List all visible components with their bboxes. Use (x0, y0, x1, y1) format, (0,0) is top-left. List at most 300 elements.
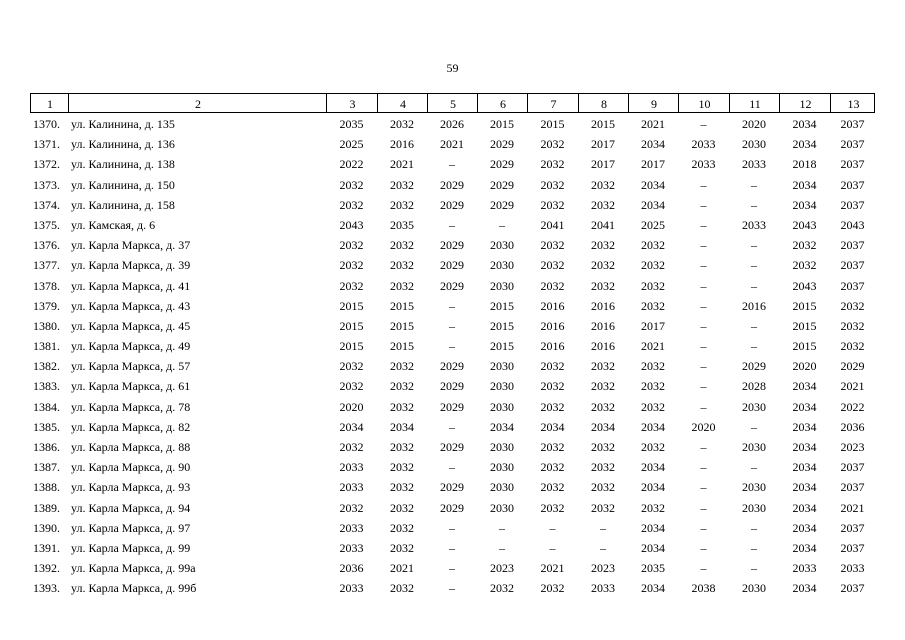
cell-col-3: 2032 (339, 197, 364, 212)
cell-col-13: 2037 (840, 238, 865, 253)
column-separator (578, 94, 579, 112)
cell-col-9: 2025 (641, 217, 665, 232)
cell-col-13: 2037 (840, 581, 865, 596)
cell-col-11: – (751, 520, 757, 535)
cell-col-6: 2023 (490, 561, 514, 576)
cell-col-12: 2043 (792, 278, 817, 293)
row-number: 1391. (33, 540, 60, 555)
cell-col-9: 2034 (641, 197, 665, 212)
cell-col-4: 2032 (390, 197, 414, 212)
column-separator (779, 94, 780, 112)
cell-col-8: 2033 (591, 581, 615, 596)
cell-col-4: 2015 (390, 298, 414, 313)
row-address: ул. Карла Маркса, д. 99а (71, 561, 196, 576)
cell-col-12: 2034 (792, 581, 817, 596)
cell-col-9: 2021 (641, 339, 665, 354)
cell-col-5: 2029 (440, 500, 464, 515)
row-number: 1375. (33, 217, 60, 232)
cell-col-13: 2032 (840, 318, 865, 333)
cell-col-3: 2032 (339, 238, 364, 253)
cell-col-9: 2032 (641, 359, 665, 374)
cell-col-10: – (700, 460, 707, 475)
cell-col-3: 2032 (339, 379, 364, 394)
cell-col-12: 2015 (792, 298, 817, 313)
cell-col-3: 2015 (339, 318, 364, 333)
cell-col-4: 2032 (390, 480, 414, 495)
cell-col-6: 2032 (490, 581, 514, 596)
cell-col-5: 2029 (440, 480, 464, 495)
table-row (30, 315, 875, 335)
cell-col-13: 2037 (840, 480, 865, 495)
cell-col-10: 2020 (691, 419, 716, 434)
table-row (30, 497, 875, 517)
cell-col-9: 2032 (641, 399, 665, 414)
column-separator (628, 94, 629, 112)
row-address: ул. Калинина, д. 150 (71, 177, 175, 192)
cell-col-11: 2033 (742, 157, 766, 172)
table-row (30, 537, 875, 557)
cell-col-12: 2034 (792, 540, 817, 555)
cell-col-5: 2029 (440, 258, 464, 273)
row-address: ул. Калинина, д. 138 (71, 157, 175, 172)
cell-col-6: 2015 (490, 318, 514, 333)
cell-col-9: 2034 (641, 177, 665, 192)
column-header-3: 3 (349, 97, 356, 111)
cell-col-5: 2029 (440, 379, 464, 394)
cell-col-10: – (700, 399, 707, 414)
cell-col-6: 2030 (490, 480, 514, 495)
column-header-12: 12 (799, 97, 812, 111)
row-number: 1389. (33, 500, 60, 515)
cell-col-7: 2032 (540, 278, 565, 293)
cell-col-12: 2033 (792, 561, 817, 576)
cell-col-11: 2030 (742, 399, 766, 414)
cell-col-6: 2030 (490, 460, 514, 475)
cell-col-13: 2021 (840, 379, 865, 394)
cell-col-9: 2032 (641, 298, 665, 313)
cell-col-3: 2032 (339, 177, 364, 192)
cell-col-5: – (449, 298, 455, 313)
table-row (30, 416, 875, 436)
cell-col-9: 2017 (641, 318, 665, 333)
cell-col-8: 2032 (591, 359, 615, 374)
cell-col-10: – (700, 238, 707, 253)
cell-col-8: 2017 (591, 137, 615, 152)
cell-col-5: 2026 (440, 117, 464, 131)
cell-col-13: 2032 (840, 298, 865, 313)
cell-col-8: 2032 (591, 480, 615, 495)
cell-col-7: 2016 (540, 298, 565, 313)
row-number: 1388. (33, 480, 60, 495)
cell-col-10: – (700, 379, 707, 394)
cell-col-4: 2032 (390, 117, 414, 131)
cell-col-6: 2029 (490, 137, 514, 152)
cell-col-12: 2034 (792, 177, 817, 192)
cell-col-6: 2030 (490, 278, 514, 293)
cell-col-7: 2032 (540, 440, 565, 454)
cell-col-9: 2032 (641, 379, 665, 394)
cell-col-11: 2029 (742, 359, 766, 374)
cell-col-7: 2041 (540, 217, 565, 232)
cell-col-9: 2032 (641, 258, 665, 273)
cell-col-8: 2032 (591, 440, 615, 454)
cell-col-7: 2032 (540, 480, 565, 495)
column-separator (377, 94, 378, 112)
row-number: 1380. (33, 318, 60, 333)
cell-col-4: 2032 (390, 359, 414, 374)
cell-col-8: 2041 (591, 217, 615, 232)
cell-col-7: – (549, 520, 556, 535)
cell-col-11: 2028 (742, 379, 766, 394)
cell-col-5: – (449, 217, 455, 232)
cell-col-9: 2034 (641, 137, 665, 152)
cell-col-12: 2034 (792, 197, 817, 212)
cell-col-5: – (449, 520, 455, 535)
cell-col-6: 2030 (490, 258, 514, 273)
column-header-1: 1 (47, 97, 53, 111)
cell-col-3: 2015 (339, 298, 364, 313)
cell-col-10: – (700, 278, 707, 293)
row-address: ул. Камская, д. 6 (71, 217, 156, 232)
cell-col-10: – (700, 318, 707, 333)
table-row (30, 153, 875, 173)
cell-col-4: 2032 (390, 258, 414, 273)
cell-col-3: 2025 (339, 137, 364, 152)
row-number: 1378. (33, 278, 60, 293)
column-header-4: 4 (400, 97, 406, 111)
cell-col-7: 2032 (540, 500, 565, 515)
cell-col-3: 2032 (339, 500, 364, 515)
column-header-2: 2 (195, 97, 201, 111)
row-number: 1387. (33, 460, 60, 475)
cell-col-6: 2030 (490, 500, 514, 515)
column-separator (729, 94, 730, 112)
cell-col-12: 2015 (792, 339, 817, 354)
table-row (30, 174, 875, 194)
cell-col-4: 2016 (390, 137, 414, 152)
cell-col-11: – (751, 339, 757, 354)
cell-col-12: 2020 (792, 359, 817, 374)
cell-col-3: 2032 (339, 278, 364, 293)
cell-col-3: 2033 (339, 480, 364, 495)
table-row (30, 517, 875, 537)
cell-col-10: – (700, 480, 707, 495)
cell-col-11: 2020 (742, 117, 766, 131)
cell-col-6: 2029 (490, 177, 514, 192)
row-number: 1393. (33, 581, 60, 596)
column-separator (68, 94, 69, 112)
cell-col-10: – (700, 359, 707, 374)
cell-col-11: – (751, 278, 757, 293)
cell-col-12: 2034 (792, 379, 817, 394)
cell-col-5: – (449, 157, 455, 172)
cell-col-11: – (751, 561, 757, 576)
cell-col-8: 2016 (591, 339, 615, 354)
cell-col-11: – (751, 197, 757, 212)
cell-col-13: 2036 (840, 419, 865, 434)
cell-col-8: 2032 (591, 258, 615, 273)
cell-col-3: 2032 (339, 359, 364, 374)
row-address: ул. Карла Маркса, д. 41 (71, 278, 191, 293)
cell-col-7: 2032 (540, 157, 565, 172)
cell-col-9: 2034 (641, 480, 665, 495)
cell-col-5: – (449, 318, 455, 333)
cell-col-9: 2034 (641, 520, 665, 535)
cell-col-9: 2017 (641, 157, 665, 172)
cell-col-12: 2034 (792, 117, 817, 131)
cell-col-6: 2034 (490, 419, 514, 434)
cell-col-9: 2034 (641, 581, 665, 596)
cell-col-11: – (751, 238, 757, 253)
cell-col-4: 2015 (390, 318, 414, 333)
cell-col-11: – (751, 460, 757, 475)
table-row (30, 375, 875, 395)
row-address: ул. Карла Маркса, д. 99б (71, 581, 197, 596)
cell-col-3: 2032 (339, 440, 364, 454)
row-address: ул. Карла Маркса, д. 82 (71, 419, 191, 434)
cell-col-4: 2021 (390, 561, 414, 576)
cell-col-4: 2032 (390, 520, 414, 535)
cell-col-13: 2037 (840, 520, 865, 535)
cell-col-11: 2030 (742, 581, 766, 596)
cell-col-11: 2030 (742, 500, 766, 515)
cell-col-6: 2029 (490, 197, 514, 212)
row-number: 1392. (33, 561, 60, 576)
cell-col-3: 2035 (339, 117, 364, 131)
cell-col-13: 2037 (840, 177, 865, 192)
cell-col-8: 2016 (591, 298, 615, 313)
row-address: ул. Карла Маркса, д. 94 (71, 500, 191, 515)
cell-col-8: 2015 (591, 117, 615, 131)
column-header-13: 13 (847, 97, 860, 111)
cell-col-13: 2021 (840, 500, 865, 515)
column-separator (427, 94, 428, 112)
cell-col-4: 2021 (390, 157, 414, 172)
cell-col-5: 2029 (440, 177, 464, 192)
data-table (30, 93, 875, 598)
cell-col-6: 2015 (490, 339, 514, 354)
cell-col-10: – (700, 500, 707, 515)
cell-col-11: – (751, 540, 757, 555)
cell-col-13: 2037 (840, 197, 865, 212)
cell-col-7: 2032 (540, 137, 565, 152)
cell-col-11: – (751, 318, 757, 333)
cell-col-12: 2034 (792, 440, 817, 454)
column-header-6: 6 (500, 97, 506, 111)
cell-col-3: 2034 (339, 419, 364, 434)
cell-col-6: 2029 (490, 157, 514, 172)
cell-col-4: 2032 (390, 540, 414, 555)
row-address: ул. Калинина, д. 136 (71, 137, 175, 152)
cell-col-9: 2032 (641, 238, 665, 253)
cell-col-4: 2015 (390, 339, 414, 354)
cell-col-7: 2032 (540, 258, 565, 273)
cell-col-12: 2034 (792, 500, 817, 515)
row-address: ул. Карла Маркса, д. 97 (71, 520, 191, 535)
cell-col-12: 2043 (792, 217, 817, 232)
cell-col-12: 2015 (792, 318, 817, 333)
row-address: ул. Карла Маркса, д. 45 (71, 318, 191, 333)
cell-col-13: 2023 (840, 440, 865, 454)
cell-col-7: 2016 (540, 318, 565, 333)
column-header-8: 8 (601, 97, 607, 111)
cell-col-6: 2030 (490, 359, 514, 374)
cell-col-6: 2030 (490, 238, 514, 253)
cell-col-9: 2032 (641, 278, 665, 293)
cell-col-7: 2032 (540, 379, 565, 394)
cell-col-11: 2033 (742, 217, 766, 232)
cell-col-8: 2017 (591, 157, 615, 172)
cell-col-11: 2030 (742, 440, 766, 454)
cell-col-6: – (499, 520, 505, 535)
cell-col-9: 2034 (641, 460, 665, 475)
cell-col-10: 2033 (691, 157, 716, 172)
cell-col-4: 2032 (390, 379, 414, 394)
cell-col-12: 2034 (792, 480, 817, 495)
table-row (30, 133, 875, 153)
table-row (30, 577, 875, 597)
cell-col-4: 2032 (390, 581, 414, 596)
row-number: 1370. (33, 117, 60, 131)
table-body (30, 113, 875, 598)
cell-col-4: 2032 (390, 177, 414, 192)
cell-col-3: 2015 (339, 339, 364, 354)
cell-col-10: 2038 (691, 581, 716, 596)
row-address: ул. Карла Маркса, д. 43 (71, 298, 191, 313)
cell-col-13: 2037 (840, 258, 865, 273)
row-address: ул. Карла Маркса, д. 57 (71, 359, 191, 374)
cell-col-5: – (449, 460, 455, 475)
cell-col-6: 2030 (490, 399, 514, 414)
column-separator (678, 94, 679, 112)
cell-col-13: 2032 (840, 339, 865, 354)
cell-col-5: 2029 (440, 399, 464, 414)
cell-col-4: 2032 (390, 278, 414, 293)
cell-col-11: 2016 (742, 298, 766, 313)
cell-col-7: 2032 (540, 460, 565, 475)
row-number: 1372. (33, 157, 60, 172)
row-address: ул. Калинина, д. 158 (71, 197, 175, 212)
row-address: ул. Карла Маркса, д. 90 (71, 460, 191, 475)
row-address: ул. Карла Маркса, д. 99 (71, 540, 191, 555)
row-address: ул. Карла Маркса, д. 37 (71, 238, 191, 253)
column-header-7: 7 (550, 97, 557, 111)
table-row (30, 194, 875, 214)
cell-col-10: – (700, 117, 707, 131)
cell-col-13: 2037 (840, 137, 865, 152)
cell-col-8: 2032 (591, 177, 615, 192)
cell-col-6: – (499, 540, 505, 555)
cell-col-6: – (499, 217, 505, 232)
cell-col-7: 2032 (540, 177, 565, 192)
cell-col-7: 2016 (540, 339, 565, 354)
cell-col-10: – (700, 217, 707, 232)
cell-col-5: – (449, 339, 455, 354)
column-header-10: 10 (698, 97, 711, 111)
table-row (30, 275, 875, 295)
table-row (30, 254, 875, 274)
cell-col-12: 2034 (792, 460, 817, 475)
cell-col-7: 2021 (540, 561, 565, 576)
cell-col-10: – (700, 520, 707, 535)
cell-col-3: 2022 (339, 157, 364, 172)
cell-col-8: – (600, 520, 606, 535)
column-separator (477, 94, 478, 112)
cell-col-12: 2018 (792, 157, 817, 172)
row-number: 1383. (33, 379, 60, 394)
cell-col-4: 2034 (390, 419, 414, 434)
cell-col-13: 2029 (840, 359, 865, 374)
cell-col-9: 2032 (641, 440, 665, 454)
cell-col-13: 2033 (840, 561, 865, 576)
table-row (30, 355, 875, 375)
cell-col-4: 2032 (390, 500, 414, 515)
cell-col-8: 2032 (591, 379, 615, 394)
cell-col-8: – (600, 540, 606, 555)
table-row (30, 476, 875, 496)
row-address: ул. Карла Маркса, д. 61 (71, 379, 191, 394)
cell-col-10: – (700, 561, 707, 576)
cell-col-12: 2032 (792, 258, 817, 273)
row-address: ул. Калинина, д. 135 (71, 117, 175, 131)
row-address: ул. Карла Маркса, д. 93 (71, 480, 191, 495)
cell-col-8: 2023 (591, 561, 615, 576)
row-number: 1390. (33, 520, 60, 535)
cell-col-5: 2021 (440, 137, 464, 152)
row-number: 1384. (33, 399, 60, 414)
cell-col-10: – (700, 298, 707, 313)
cell-col-10: – (700, 440, 707, 454)
cell-col-5: 2029 (440, 359, 464, 374)
column-separator (830, 94, 831, 112)
cell-col-3: 2033 (339, 540, 364, 555)
column-header-9: 9 (651, 97, 657, 111)
row-address: ул. Карла Маркса, д. 39 (71, 258, 191, 273)
cell-col-10: – (700, 339, 707, 354)
cell-col-4: 2035 (390, 217, 414, 232)
cell-col-7: – (549, 540, 556, 555)
table-row (30, 557, 875, 577)
row-number: 1373. (33, 177, 60, 192)
cell-col-9: 2034 (641, 419, 665, 434)
cell-col-8: 2032 (591, 460, 615, 475)
cell-col-7: 2034 (540, 419, 565, 434)
cell-col-4: 2032 (390, 460, 414, 475)
cell-col-4: 2032 (390, 440, 414, 454)
row-number: 1382. (33, 359, 60, 374)
row-number: 1379. (33, 298, 60, 313)
cell-col-3: 2033 (339, 520, 364, 535)
row-number: 1371. (33, 137, 60, 152)
cell-col-7: 2032 (540, 197, 565, 212)
cell-col-7: 2032 (540, 238, 565, 253)
cell-col-11: – (751, 177, 757, 192)
cell-col-5: 2029 (440, 440, 464, 454)
cell-col-6: 2030 (490, 379, 514, 394)
cell-col-3: 2043 (339, 217, 364, 232)
cell-col-7: 2015 (540, 117, 565, 131)
cell-col-13: 2037 (840, 540, 865, 555)
row-address: ул. Карла Маркса, д. 78 (71, 399, 191, 414)
row-number: 1381. (33, 339, 60, 354)
cell-col-11: – (751, 419, 757, 434)
table-header (30, 93, 875, 113)
cell-col-11: – (751, 258, 757, 273)
cell-col-9: 2035 (641, 561, 665, 576)
column-separator (527, 94, 528, 112)
cell-col-13: 2037 (840, 278, 865, 293)
cell-col-9: 2032 (641, 500, 665, 515)
